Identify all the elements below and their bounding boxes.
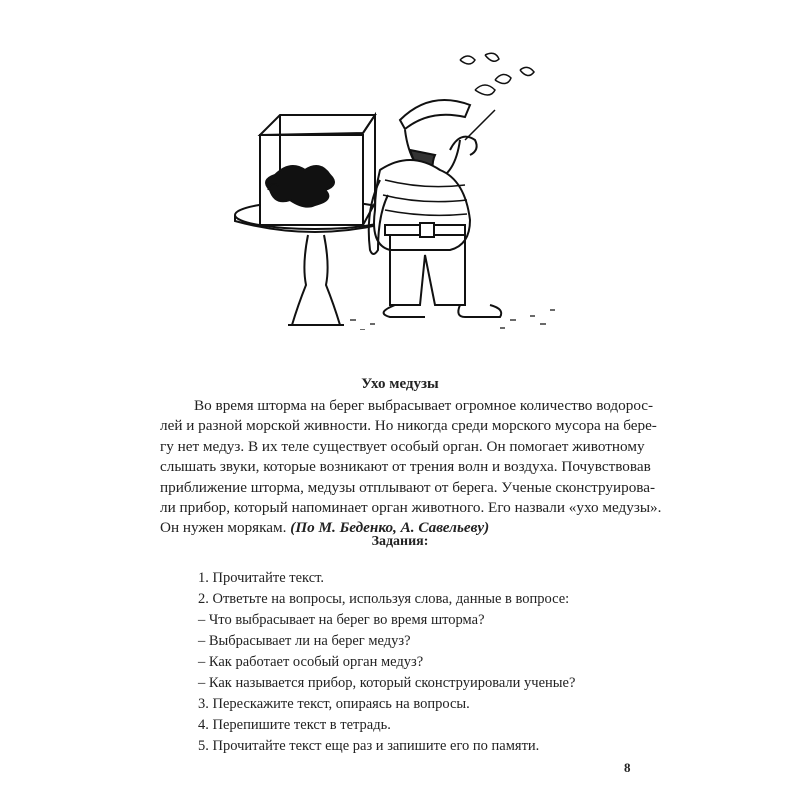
body-line: приближение шторма, медузы отплывают от берега. Ученые сконструирова- xyxy=(160,478,656,496)
task-item: 4. Перепишите текст в тетрадь. xyxy=(198,717,391,733)
article-title: Ухо медузы xyxy=(361,376,439,392)
task-item: 3. Перескажите текст, опираясь на вопросы. xyxy=(198,696,470,712)
page-number: 8 xyxy=(624,760,631,775)
body-line: лей и разной морской живности. Но никогда среди морского мусора на бере- xyxy=(160,417,657,435)
citation: (По М. Беденко, А. Савельеву) xyxy=(290,519,490,537)
task-item: – Как работает особый орган медуз? xyxy=(198,654,424,670)
task-item: – Выбрасывает ли на берег медуз? xyxy=(198,633,411,649)
body-line: Во время шторма на берег выбрасывает огромное количество водорос- xyxy=(194,397,654,414)
article-body xyxy=(160,396,662,539)
sailor xyxy=(369,53,534,317)
tasks-heading: Задания: xyxy=(371,534,429,549)
body-line: слышать звуки, которые возникают от трения волн и воздуха. Почувствовав xyxy=(160,458,651,476)
body-line: ли прибор, который напоминает орган животного. Его назвали «ухо медузы». xyxy=(160,498,662,516)
task-item: 2. Ответьте на вопросы, используя слова, данные в вопросе: xyxy=(198,591,570,607)
tasks-list xyxy=(198,568,575,757)
body-line: гу нет медуз. В их теле существует особый орган. Он помогает животному xyxy=(160,437,645,455)
illustration-sailor-aquarium xyxy=(220,40,580,330)
body-last-text: Он нужен морякам. xyxy=(160,519,287,537)
task-item: – Что выбрасывает на берег во время шторма? xyxy=(198,612,485,628)
task-item: – Как называется прибор, который сконструировали ученые? xyxy=(198,675,576,691)
aquarium xyxy=(260,115,375,225)
ground-dashes xyxy=(350,310,555,330)
task-item: 5. Прочитайте текст еще раз и запишите его по памяти. xyxy=(198,738,540,754)
task-item: 1. Прочитайте текст. xyxy=(198,570,325,586)
